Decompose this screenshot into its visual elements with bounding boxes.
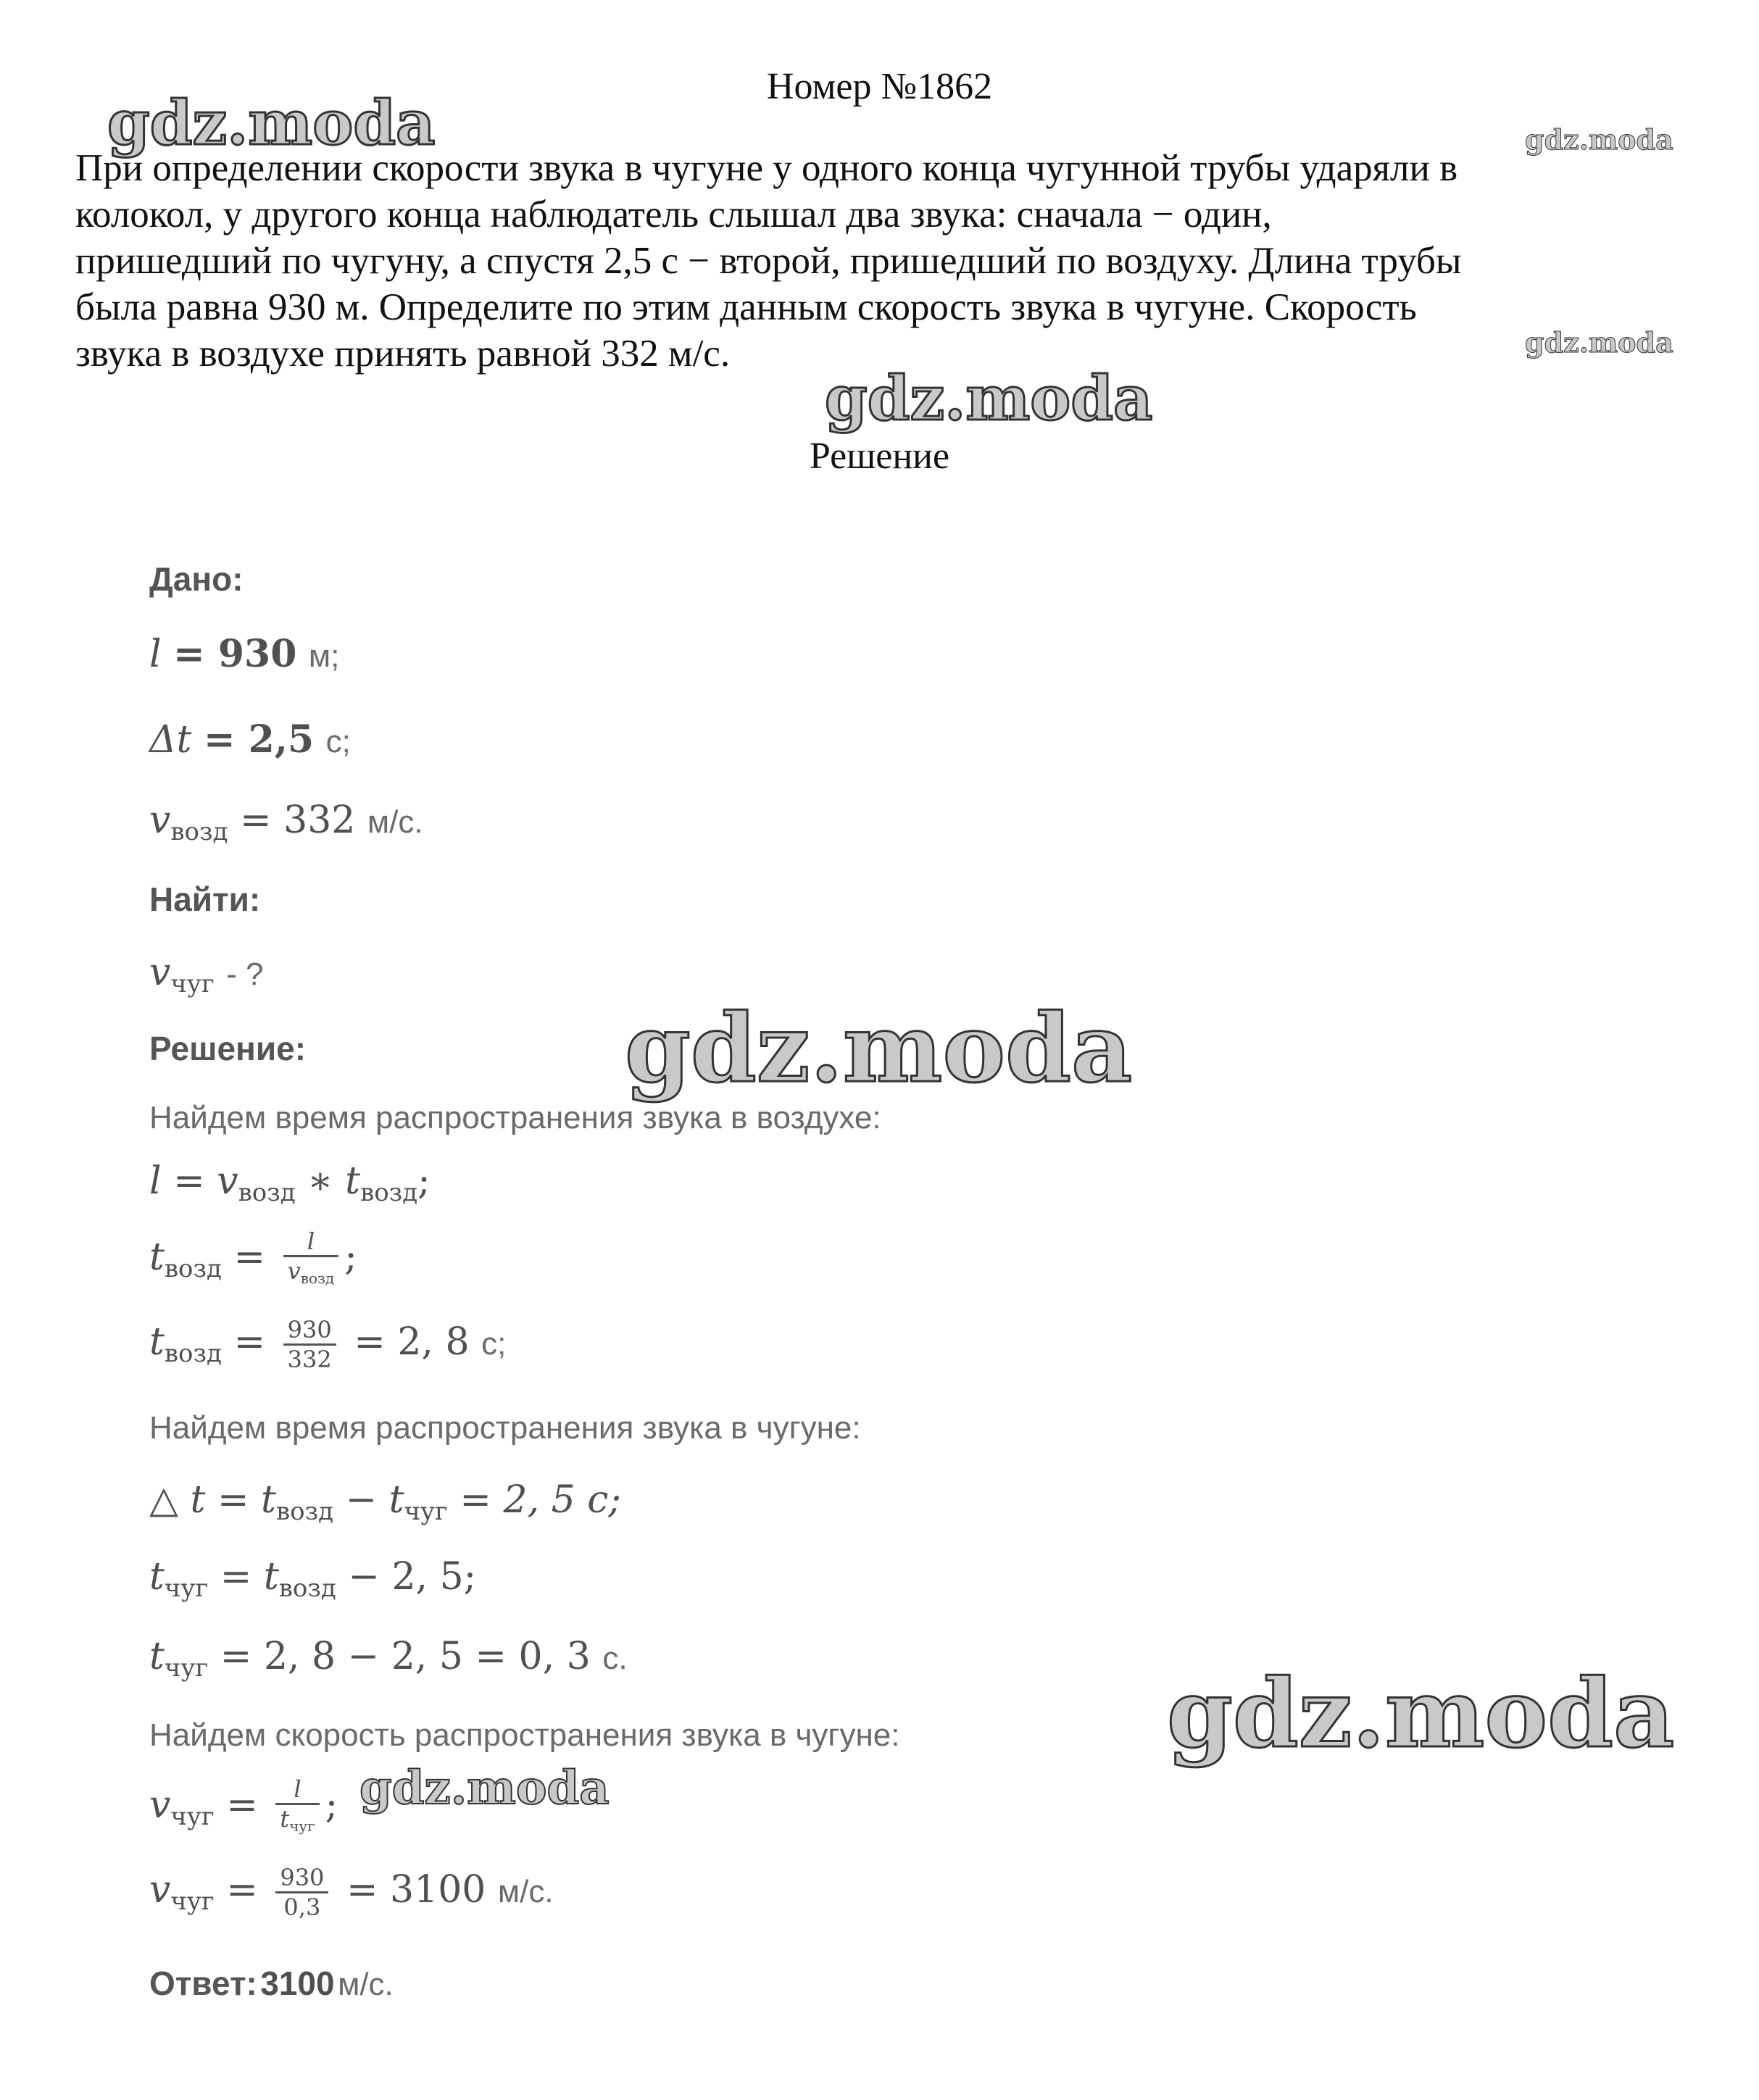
problem-line: пришедший по чугуну, а спустя 2,5 с − второй, пришедший по воздуху. Длина трубы <box>75 240 1462 282</box>
find-target: $v_{чуг}$ - ? <box>149 951 264 999</box>
watermark: gdz.moda <box>107 87 436 159</box>
problem-line: колокол, у другого конца наблюдатель слышал два звука: сначала − один, <box>75 193 1272 236</box>
find-label: Найти: <box>149 880 261 918</box>
problem-line: была равна 930 м. Определите по этим данным скорость звука в чугуне. Скорость <box>75 286 1417 328</box>
fraction: $\frac{930}{332}$ <box>283 1316 336 1373</box>
equation: $l = v_{возд}$ ∗ $t_{возд}$; <box>149 1159 431 1207</box>
step-text: Найдем скорость распространения звука в чугуне: <box>149 1717 900 1753</box>
problem-line: При определении скорости звука в чугуне у одного конца чугунной трубы ударяли в <box>75 147 1458 189</box>
equation: $v_{чуг}$ = $\frac{l}{t_{чуг}}$ ; <box>149 1775 338 1840</box>
watermark: gdz.moda <box>1167 1658 1675 1769</box>
equation: △ $t = t_{возд} - t_{чуг} = 2$, 5 с; <box>149 1478 621 1526</box>
solution-heading: Решение <box>809 436 950 477</box>
step-text: Найдем время распространения звука в воздухе: <box>149 1100 881 1136</box>
fraction: $\frac{l}{t_{чуг}}$ <box>275 1775 319 1840</box>
equation: $t_{возд}$ = $\frac{l}{v_{возд}}$ ; <box>149 1228 357 1292</box>
watermark: gdz.moda <box>825 362 1153 434</box>
problem-line: звука в воздухе принять равной 332 м/с. <box>75 333 731 375</box>
fraction: $\frac{l}{v_{возд}}$ <box>283 1228 339 1292</box>
answer-label: Ответ: <box>149 1964 257 2002</box>
answer-unit: м/с. <box>338 1967 394 2002</box>
equation: $t_{чуг} = 2$, 8 − 2, 5 = 0, 3 с. <box>149 1635 628 1683</box>
watermark: gdz.moda <box>359 1761 610 1815</box>
equation: $t_{возд}$ = $\frac{930}{332}$ = 2, 8 с; <box>149 1316 507 1373</box>
page-title: Номер №1862 <box>766 66 993 107</box>
step-text: Найдем время распространения звука в чугуне: <box>149 1410 861 1446</box>
problem-statement <box>75 145 1462 377</box>
given-air-speed: $v_{возд} = 332$ м/с. <box>149 799 423 846</box>
fraction: $\frac{930}{0,3}$ <box>275 1864 328 1921</box>
given-label: Дано: <box>149 560 244 598</box>
answer-value: 3100 <box>260 1964 335 2002</box>
given-length: l = 930 м; <box>149 632 340 676</box>
solution-label: Решение: <box>149 1030 307 1067</box>
equation: $v_{чуг}$ = $\frac{930}{0,3}$ = 3100 м/с. <box>149 1864 554 1921</box>
equation: $t_{чуг} = t_{возд} - 2$, 5; <box>149 1555 477 1603</box>
watermark: gdz.moda <box>1525 123 1673 156</box>
watermark: gdz.moda <box>1525 326 1673 359</box>
answer <box>149 1964 394 2003</box>
given-delta-t: Δt = 2,5 с; <box>149 717 351 762</box>
watermark: gdz.moda <box>625 993 1133 1104</box>
